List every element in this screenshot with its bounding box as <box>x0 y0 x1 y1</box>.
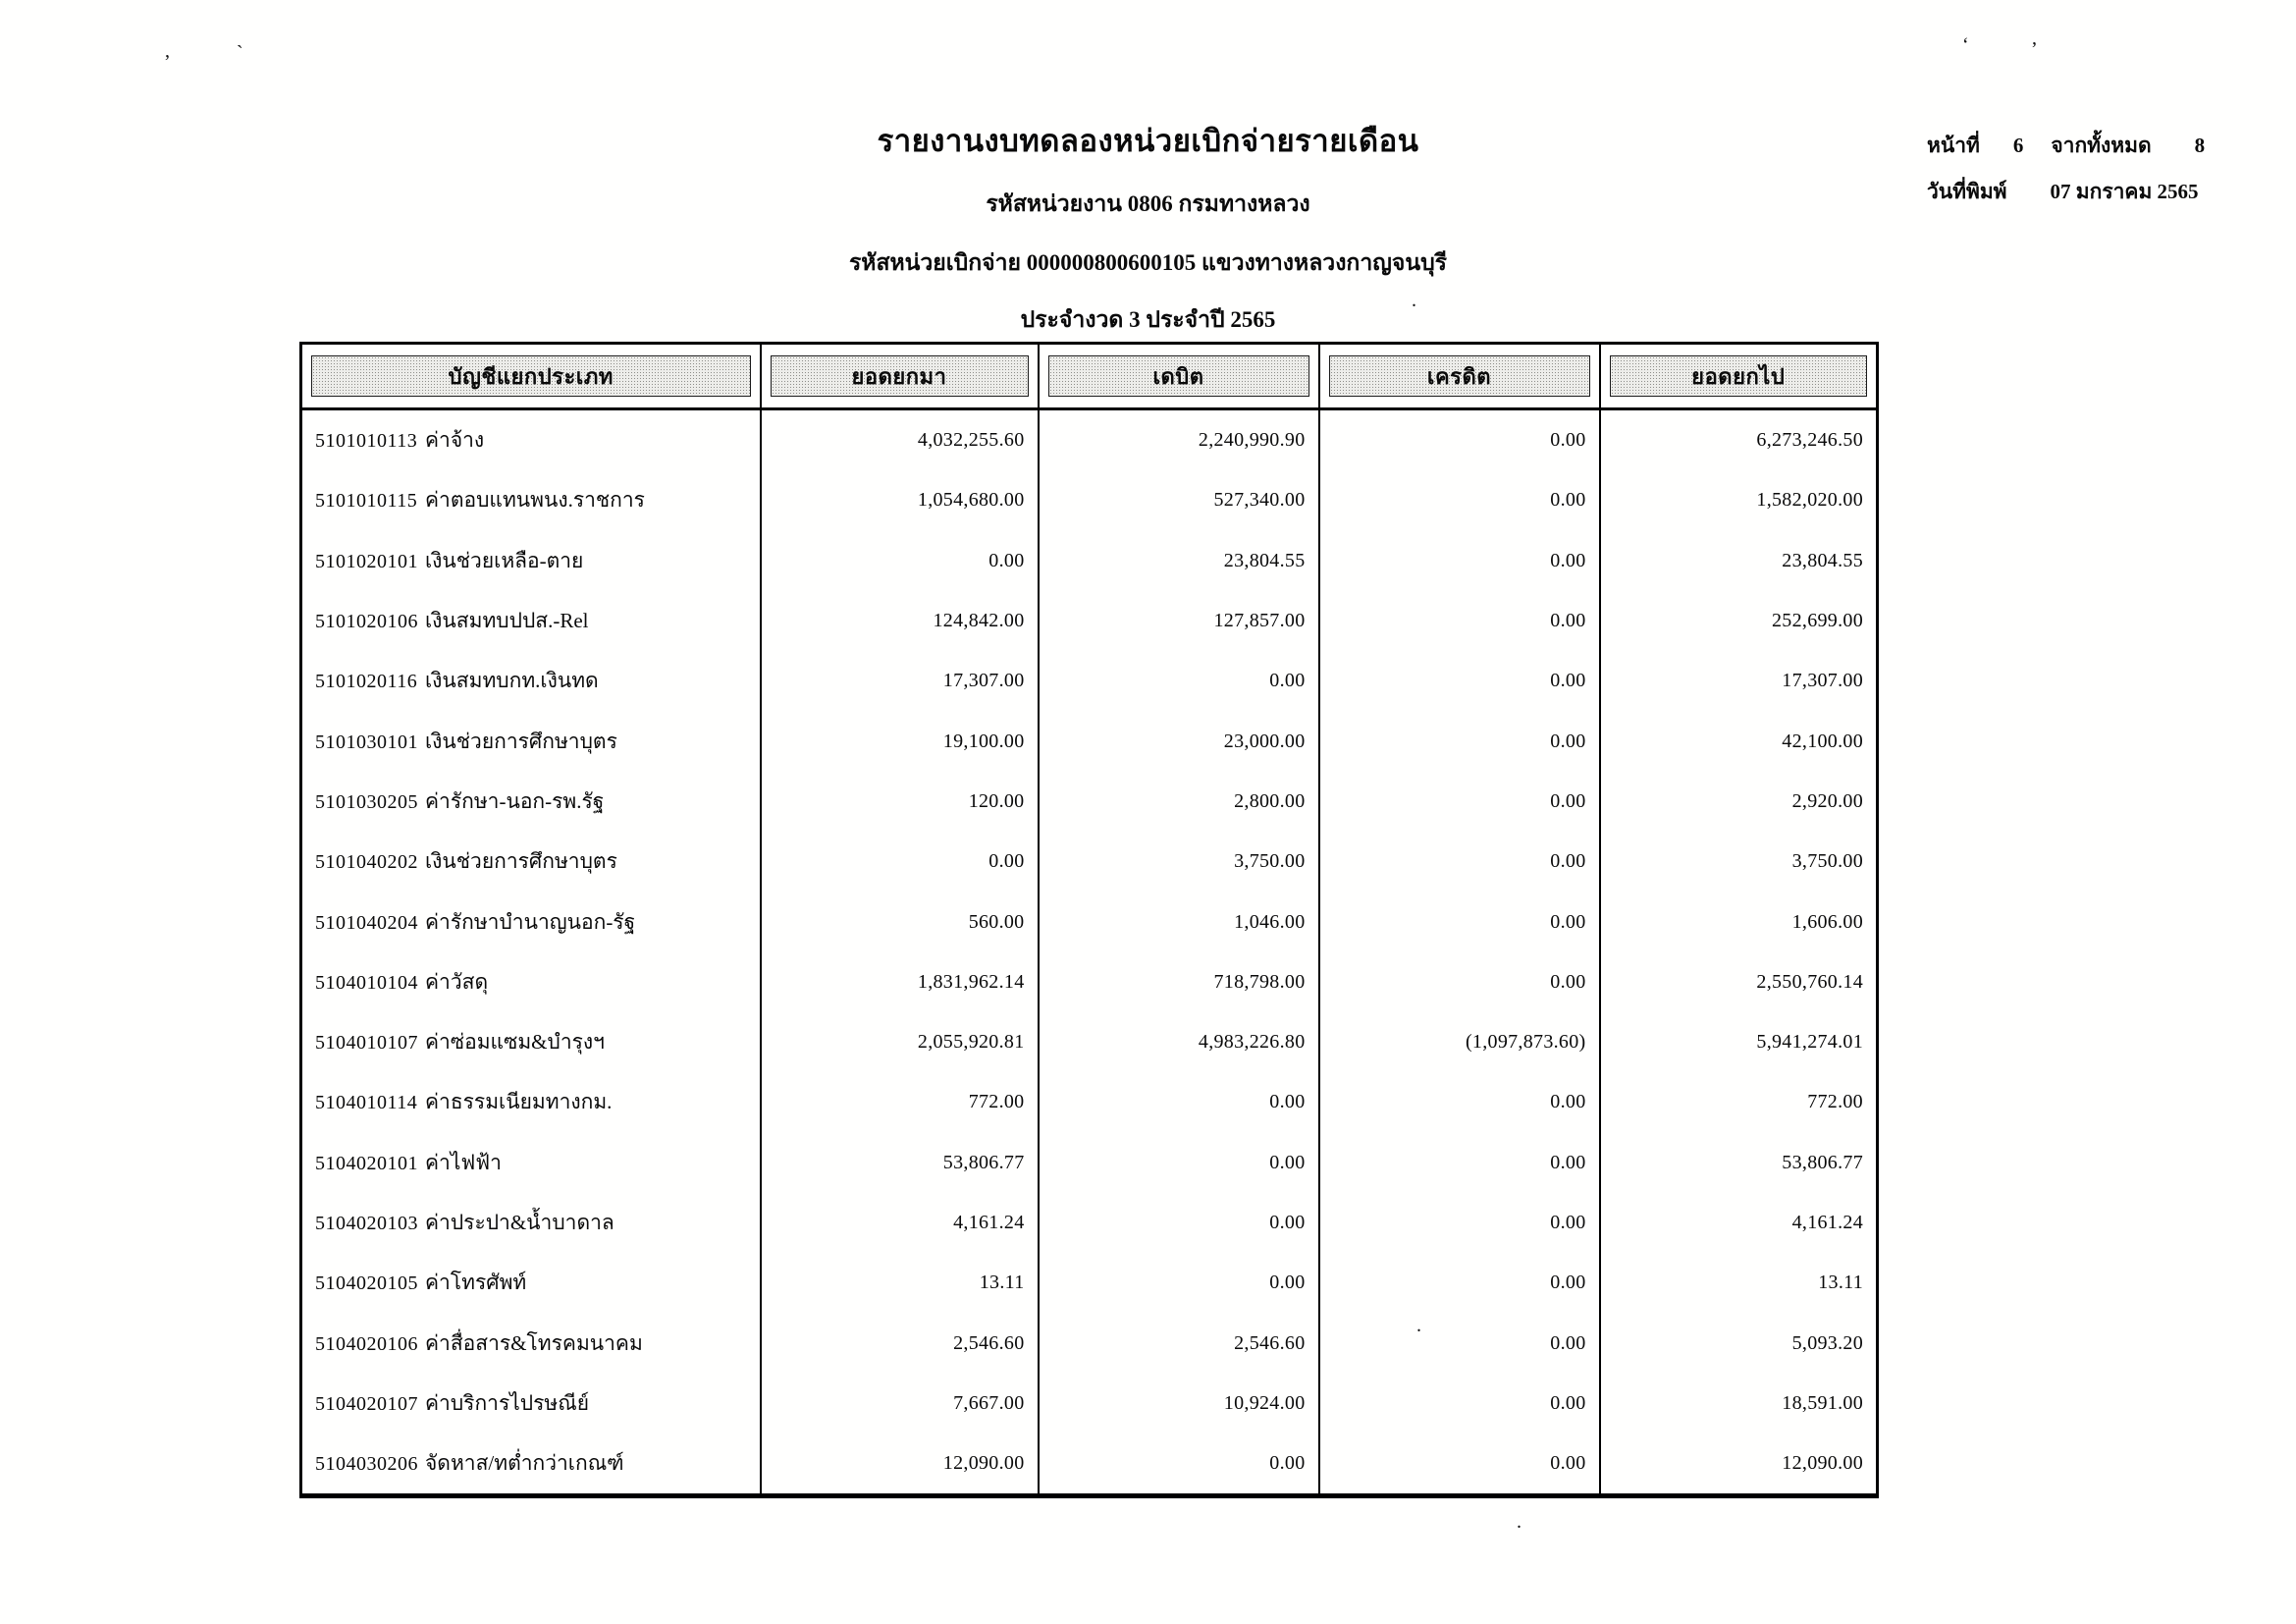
credit-amount: 0.00 <box>1319 1313 1600 1373</box>
closing-balance-amount: 5,941,274.01 <box>1756 1031 1863 1054</box>
table-row <box>301 711 1878 771</box>
period-line: ประจำงวด 3 ประจำปี 2565 <box>1020 307 1276 332</box>
closing-balance-amount: 252,699.00 <box>1772 610 1863 632</box>
table-row <box>301 1313 1878 1373</box>
column-header-credit: เครดิต <box>1319 344 1600 409</box>
account-cell <box>301 1133 761 1193</box>
debit-amount: 0.00 <box>1039 1253 1319 1313</box>
debit-amount: 527,340.00 <box>1039 470 1319 530</box>
table-row <box>301 1193 1878 1253</box>
credit-amount: (1,097,873.60) <box>1319 1012 1600 1072</box>
opening-balance-amount: 4,032,255.60 <box>761 409 1039 471</box>
page-label: หน้าที่ <box>1927 134 1980 157</box>
credit-amount: 0.00 <box>1319 832 1600 892</box>
table-row <box>301 1253 1878 1313</box>
debit-amount: 1,046.00 <box>1039 892 1319 951</box>
column-header-account: บัญชีแยกประเภท <box>301 344 761 409</box>
table-row <box>301 651 1878 711</box>
table-row <box>301 591 1878 651</box>
account-code: 5104020107 <box>315 1392 418 1415</box>
opening-balance-amount: 19,100.00 <box>761 711 1039 771</box>
credit-amount: 0.00 <box>1319 1133 1600 1193</box>
closing-balance-amount: 1,582,020.00 <box>1756 489 1863 512</box>
opening-balance-amount: 4,161.24 <box>761 1193 1039 1253</box>
debit-amount: 0.00 <box>1039 1193 1319 1253</box>
scan-artifact: ‘ <box>1962 34 1969 56</box>
debit-amount: 23,000.00 <box>1039 711 1319 771</box>
closing-balance-amount: 12,090.00 <box>1782 1452 1863 1475</box>
scan-artifact: . <box>1412 290 1416 311</box>
report-title: รายงานงบทดลองหน่วยเบิกจ่ายรายเดือน <box>877 124 1419 158</box>
account-cell <box>301 1072 761 1132</box>
closing-balance-amount: 6,273,246.50 <box>1756 429 1863 452</box>
debit-amount: 718,798.00 <box>1039 952 1319 1012</box>
account-cell <box>301 1012 761 1072</box>
account-code: 5101020116 <box>315 671 418 693</box>
account-cell <box>301 1313 761 1373</box>
table-row <box>301 470 1878 530</box>
account-cell <box>301 531 761 591</box>
account-cell <box>301 832 761 892</box>
account-cell <box>301 1193 761 1253</box>
table-row <box>301 1434 1878 1496</box>
table-row <box>301 892 1878 951</box>
header-row <box>301 344 1878 409</box>
closing-balance-amount: 42,100.00 <box>1782 730 1863 752</box>
debit-amount: 0.00 <box>1039 1133 1319 1193</box>
table-row <box>301 531 1878 591</box>
opening-balance-amount: 53,806.77 <box>761 1133 1039 1193</box>
table-body <box>301 409 1878 1496</box>
scan-artifact: . <box>1416 1315 1421 1336</box>
scan-artifact: , <box>165 40 170 62</box>
opening-balance-amount: 1,054,680.00 <box>761 470 1039 530</box>
credit-amount: 0.00 <box>1319 892 1600 951</box>
closing-balance-amount: 4,161.24 <box>1791 1212 1863 1233</box>
agency-code-line: รหัสหน่วยงาน 0806 กรมทางหลวง <box>986 191 1310 216</box>
trial-balance-table <box>299 342 1879 1498</box>
closing-balance-amount: 17,307.00 <box>1782 670 1863 692</box>
account-code: 5101030205 <box>315 790 418 813</box>
credit-amount: 0.00 <box>1319 952 1600 1012</box>
account-code: 5101030101 <box>315 731 418 753</box>
account-name: ค่าประปา&น้ำบาดาล <box>425 1211 614 1234</box>
table-row <box>301 1012 1878 1072</box>
closing-balance-amount: 13.11 <box>1818 1272 1863 1294</box>
debit-amount: 23,804.55 <box>1039 531 1319 591</box>
account-name: ค่ารักษาบำนาญนอก-รัฐ <box>425 909 636 934</box>
credit-amount: 0.00 <box>1319 409 1600 471</box>
debit-amount: 2,240,990.90 <box>1039 409 1319 471</box>
account-cell <box>301 470 761 530</box>
account-name: เงินช่วยการศึกษาบุตร <box>425 849 617 874</box>
account-code: 5104020105 <box>315 1272 418 1295</box>
account-name: ค่าวัสดุ <box>425 969 489 994</box>
opening-balance-amount: 772.00 <box>761 1072 1039 1132</box>
account-name: เงินสมทบกท.เงินทด <box>425 669 599 693</box>
scan-artifact: ` <box>237 42 243 64</box>
credit-amount: 0.00 <box>1319 1193 1600 1253</box>
account-name: ค่าธรรมเนียมทางกม. <box>425 1090 613 1114</box>
account-name: จัดหาส/ทต่ำกว่าเกณฑ์ <box>425 1451 624 1476</box>
credit-amount: 0.00 <box>1319 531 1600 591</box>
debit-amount: 127,857.00 <box>1039 591 1319 651</box>
print-date-line <box>1927 176 2205 208</box>
closing-balance-amount: 2,920.00 <box>1791 789 1863 812</box>
account-code: 5101010115 <box>315 490 418 513</box>
debit-amount: 4,983,226.80 <box>1039 1012 1319 1072</box>
print-date-label: วันที่พิมพ์ <box>1927 180 2007 203</box>
account-code: 5104020106 <box>315 1332 418 1355</box>
table-row <box>301 772 1878 832</box>
total-pages: 8 <box>2194 134 2206 157</box>
opening-balance-amount: 2,055,920.81 <box>761 1012 1039 1072</box>
opening-balance-amount: 120.00 <box>761 772 1039 832</box>
account-cell <box>301 1253 761 1313</box>
account-code: 5101040202 <box>315 851 418 874</box>
account-code: 5104010114 <box>315 1092 418 1114</box>
credit-amount: 0.00 <box>1319 772 1600 832</box>
opening-balance-amount: 0.00 <box>761 531 1039 591</box>
account-code: 5101010113 <box>315 430 418 453</box>
account-code: 5104020101 <box>315 1152 418 1174</box>
scan-artifact: . <box>1517 1511 1522 1533</box>
account-name: ค่ารักษา-นอก-รพ.รัฐ <box>425 788 605 813</box>
opening-balance-amount: 12,090.00 <box>761 1434 1039 1496</box>
account-code: 5104010104 <box>315 971 418 994</box>
account-cell <box>301 772 761 832</box>
opening-balance-amount: 7,667.00 <box>761 1374 1039 1434</box>
account-cell <box>301 1434 761 1496</box>
print-date: 07 มกราคม 2565 <box>2050 180 2199 203</box>
credit-amount: 0.00 <box>1319 1253 1600 1313</box>
credit-amount: 0.00 <box>1319 651 1600 711</box>
account-code: 5104030206 <box>315 1453 418 1476</box>
credit-amount: 0.00 <box>1319 1072 1600 1132</box>
account-cell <box>301 409 761 471</box>
credit-amount: 0.00 <box>1319 1434 1600 1496</box>
page-number: 6 <box>2012 134 2024 157</box>
debit-amount: 0.00 <box>1039 651 1319 711</box>
account-name: ค่าสื่อสาร&โทรคมนาคม <box>425 1330 643 1355</box>
column-header-opening-balance: ยอดยกมา <box>761 344 1039 409</box>
table-row <box>301 832 1878 892</box>
debit-amount: 10,924.00 <box>1039 1374 1319 1434</box>
credit-amount: 0.00 <box>1319 591 1600 651</box>
account-cell <box>301 952 761 1012</box>
credit-amount: 0.00 <box>1319 711 1600 771</box>
page-info-block <box>1927 130 2205 222</box>
account-code: 5104020103 <box>315 1213 418 1234</box>
account-cell <box>301 651 761 711</box>
closing-balance-amount: 23,804.55 <box>1782 549 1863 571</box>
table-row <box>301 952 1878 1012</box>
account-cell <box>301 1374 761 1434</box>
opening-balance-amount: 13.11 <box>761 1253 1039 1313</box>
opening-balance-amount: 1,831,962.14 <box>761 952 1039 1012</box>
credit-amount: 0.00 <box>1319 470 1600 530</box>
table-row <box>301 1133 1878 1193</box>
table-row <box>301 1072 1878 1132</box>
account-name: ค่าซ่อมแซม&บำรุงฯ <box>425 1030 605 1055</box>
closing-balance-amount: 1,606.00 <box>1791 910 1863 933</box>
account-name: ค่าตอบแทนพนง.ราชการ <box>425 488 645 513</box>
opening-balance-amount: 0.00 <box>761 832 1039 892</box>
account-name: ค่าจ้าง <box>425 428 485 453</box>
table-row <box>301 409 1878 471</box>
account-name: ค่าบริการไปรษณีย์ <box>425 1390 590 1415</box>
opening-balance-amount: 560.00 <box>761 892 1039 951</box>
opening-balance-amount: 2,546.60 <box>761 1313 1039 1373</box>
account-name: เงินช่วยเหลือ-ตาย <box>425 548 584 572</box>
account-name: ค่าไฟฟ้า <box>425 1150 502 1174</box>
closing-balance-amount: 5,093.20 <box>1791 1331 1863 1354</box>
closing-balance-amount: 2,550,760.14 <box>1756 970 1863 993</box>
debit-amount: 0.00 <box>1039 1072 1319 1132</box>
trial-balance-table-wrap <box>299 342 1876 1498</box>
opening-balance-amount: 124,842.00 <box>761 591 1039 651</box>
column-header-closing-balance: ยอดยกไป <box>1600 344 1878 409</box>
column-header-debit: เดบิต <box>1039 344 1319 409</box>
account-cell <box>301 711 761 771</box>
debit-amount: 2,546.60 <box>1039 1313 1319 1373</box>
credit-amount: 0.00 <box>1319 1374 1600 1434</box>
closing-balance-amount: 53,806.77 <box>1782 1151 1863 1173</box>
closing-balance-amount: 772.00 <box>1807 1091 1863 1113</box>
account-code: 5101040204 <box>315 911 418 934</box>
page-number-line <box>1927 130 2205 162</box>
account-name: ค่าโทรศัพท์ <box>425 1271 527 1295</box>
account-cell <box>301 591 761 651</box>
scan-artifact: ’ <box>2031 38 2038 60</box>
debit-amount: 2,800.00 <box>1039 772 1319 832</box>
account-code: 5101020101 <box>315 550 418 572</box>
disbursement-unit-line: รหัสหน่วยเบิกจ่าย 000000800600105 แขวงทางหลวงกาญจนบุรี <box>848 250 1448 275</box>
account-name: เงินสมทบปปส.-Rel <box>425 609 589 633</box>
account-cell <box>301 892 761 951</box>
table-row <box>301 1374 1878 1434</box>
of-total-label: จากทั้งหมด <box>2051 134 2152 157</box>
closing-balance-amount: 18,591.00 <box>1782 1391 1863 1414</box>
account-code: 5101020106 <box>315 611 418 633</box>
account-code: 5104010107 <box>315 1032 418 1055</box>
opening-balance-amount: 17,307.00 <box>761 651 1039 711</box>
account-name: เงินช่วยการศึกษาบุตร <box>425 729 617 753</box>
debit-amount: 0.00 <box>1039 1434 1319 1496</box>
debit-amount: 3,750.00 <box>1039 832 1319 892</box>
closing-balance-amount: 3,750.00 <box>1791 850 1863 873</box>
